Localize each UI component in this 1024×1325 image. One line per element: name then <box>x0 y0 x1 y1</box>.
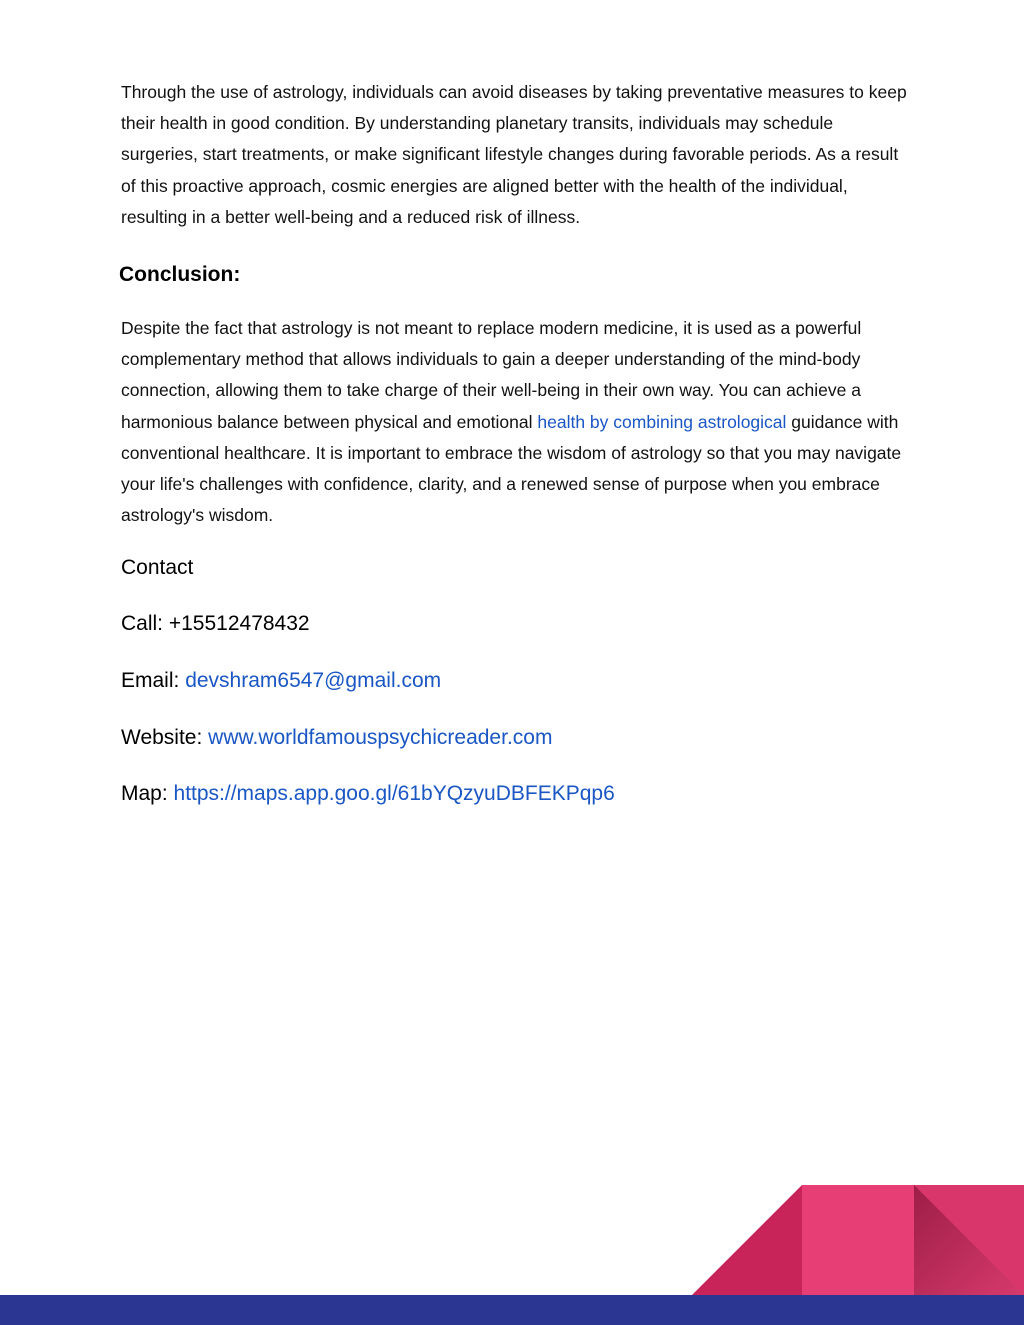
contact-title: Contact <box>121 556 194 579</box>
map-label: Map: <box>121 782 174 805</box>
intro-paragraph: Through the use of astrology, individuals can avoid diseases by taking preventative measures to keep their health in good condition. By understanding planetary transits, individuals may schedule surgeries, start treatments, or make significant lifestyle changes during favorable periods. As a result of this proactive approach, cosmic energies are aligned better with the health of the individual, resulting in a better well-being and a reduced risk of illness. <box>121 82 907 227</box>
health-astrology-link[interactable]: health by combining astrological <box>537 411 787 432</box>
decor-triangle-left <box>692 1185 802 1295</box>
website-link[interactable]: www.worldfamouspsychicreader.com <box>208 726 553 749</box>
conclusion-text-before-link: Despite the fact that astrology is not meant to replace modern medicine, it is used as a powerful complementary method that allows individuals to gain a deeper understanding of the mind-body connection, allowing them to take charge of their well-being in their own way. You can achieve a harmonious balance between physical and emotional <box>121 318 862 432</box>
footer-bar <box>0 1295 1024 1325</box>
email-label: Email: <box>121 669 186 692</box>
call-label: Call: <box>121 612 169 635</box>
decor-square-middle <box>802 1185 914 1295</box>
website-label: Website: <box>121 726 209 749</box>
email-link[interactable]: devshram6547@gmail.com <box>185 669 442 692</box>
map-link[interactable]: https://maps.app.goo.gl/61bYQzyuDBFEKPqp6 <box>173 782 615 805</box>
call-number: +15512478432 <box>168 612 310 635</box>
conclusion-heading: Conclusion: <box>119 263 241 286</box>
conclusion-text-after-link: guidance with conventional healthcare. It is important to embrace the wisdom of astrology so that you may navigate your life's challenges with confidence, clarity, and a renewed sense of purpose when you embrace astrology's wisdom. <box>121 411 902 526</box>
